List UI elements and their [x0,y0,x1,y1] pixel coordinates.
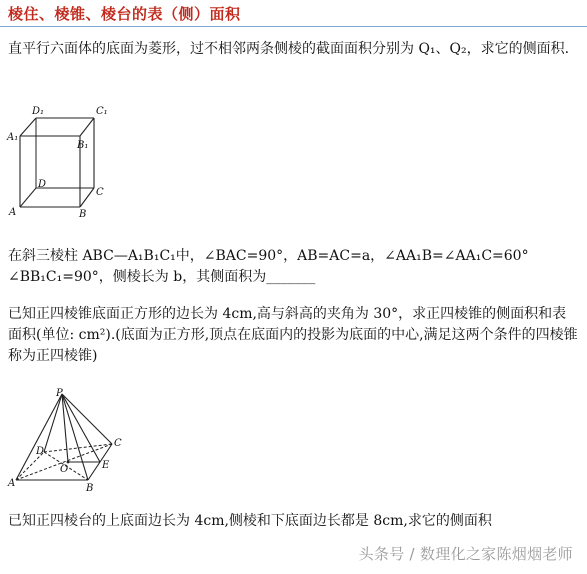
problem-3-text: 已知正四棱锥底面正方形的边长为 4cm,高与斜高的夹角为 30°，求正四棱锥的侧面积和表面积(单位: cm²).(底面为正方形,顶点在底面内的投影为底面的中心,满足这两个条件的四棱锥称为正四棱锥) [8,306,578,364]
label-O: O [60,464,69,475]
label-A1: A₁ [7,132,19,143]
label-A: A [8,478,16,489]
label-D: D [36,446,45,457]
label-A: A [9,207,17,218]
problem-4-text: 已知正四棱台的上底面边长为 4cm,侧棱和下底面边长都是 8cm,求它的侧面积 [8,513,492,529]
label-D1: D₁ [32,106,45,117]
prism-figure [6,104,112,220]
label-E: E [102,460,110,471]
title-divider [0,26,587,27]
pyramid-figure [6,388,126,494]
watermark: 头条号 / 数理化之家陈烟烟老师 [358,545,573,563]
label-C: C [96,187,104,198]
label-B: B [86,483,94,494]
label-B1: B₁ [77,140,89,151]
problem-1-text: 直平行六面体的底面为菱形，过不相邻两条侧棱的截面面积分别为 Q₁、Q₂，求它的侧面积. [8,41,570,57]
label-P: P [56,388,63,399]
label-B: B [79,209,87,220]
label-C1: C₁ [96,106,108,117]
label-D: D [38,179,47,190]
label-C: C [114,438,122,449]
problem-2-text: 在斜三棱柱 ABC—A₁B₁C₁中，∠BAC=90°，AB=AC=a，∠AA₁B=∠AA₁C=60° ∠BB₁C₁=90°，侧棱长为 b，其侧面积为_______ [8,248,534,285]
section-title: 棱住、棱锥、棱台的表（侧）面积 [8,5,241,23]
